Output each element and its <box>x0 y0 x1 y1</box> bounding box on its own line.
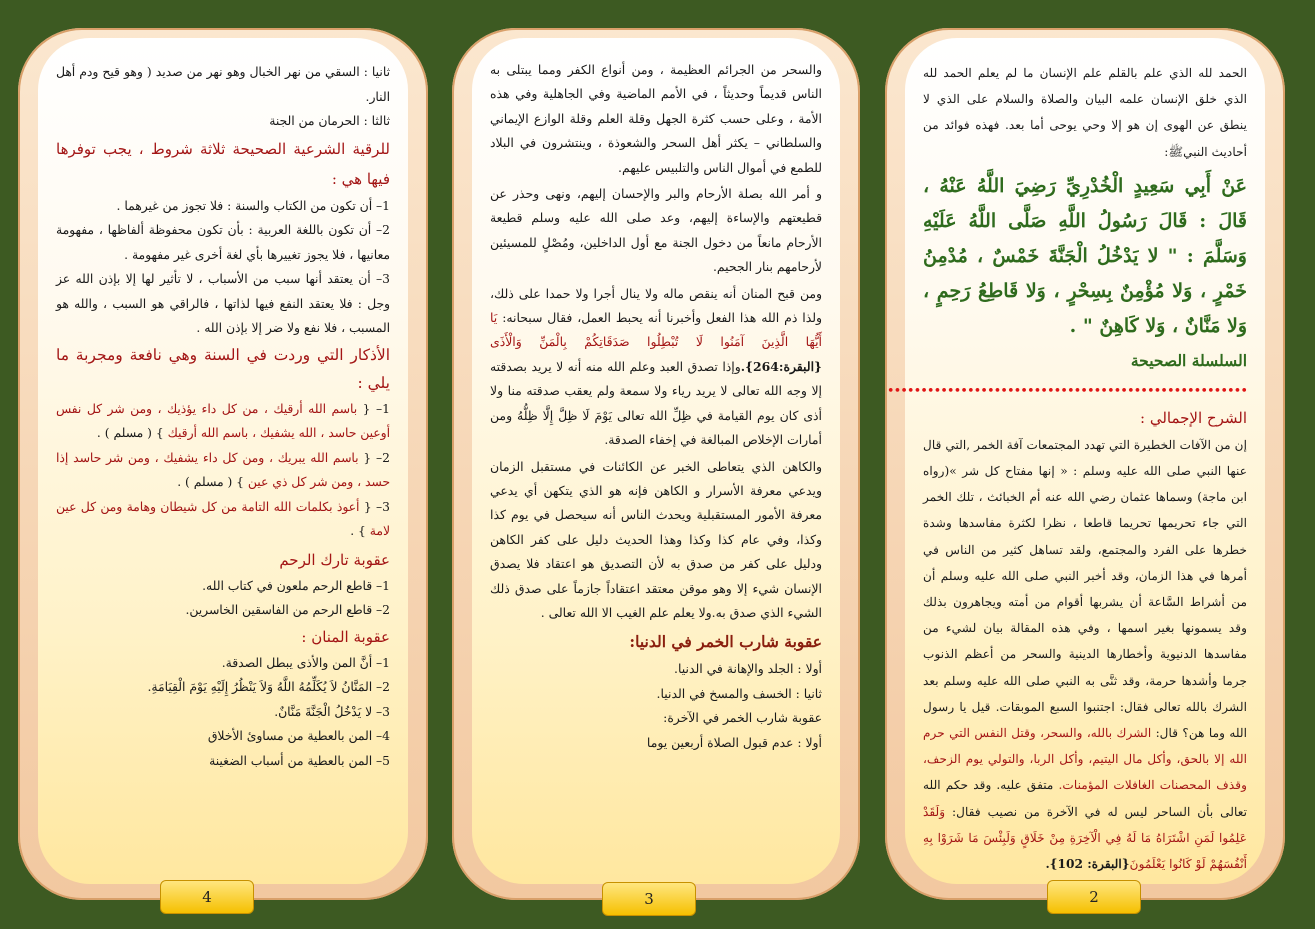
mannan-item: 5– المن بالعطية من أسباب الضغينة <box>209 753 390 768</box>
hadith-text: عَنْ أَبِي سَعِيدٍ الْخُدْرِيِّ رَضِيَ اللَّهُ عَنْهُ ، قَالَ : قَالَ رَسُولُ اللَّهِ صَلَّى اللَّهُ عَلَيْهِ وَسَلَّمَ : " لا يَدْخُلُ الْجَنَّةَ خَمْسٌ ، مُدْمِنُ خَمْرٍ ، وَلا مُؤْمِنٌ بِسِحْرٍ ، وَلا قَاطِعُ رَحِمٍ ، وَلا مَنَّانٌ ، وَلا كَاهِنٌ " . <box>923 174 1247 337</box>
verse-reference-2: {البقرة:264}. <box>740 358 822 374</box>
dhikr-prefix: 1– { <box>362 401 390 416</box>
page-content-2 <box>886 60 1248 872</box>
condition-item: 2– أن تكون باللغة العربية : بأن تكون محفوظة ألفاظها ، مفهومة معانيها ، فلا يجوز تغييرها بأي لغة أخرى غير مفهومة . <box>56 223 390 262</box>
mannan-item: 2– المَنَّانُ لاَ يُكَلِّمُهُ اللَّهُ وَلاَ يَنْظُرُ إِلَيْهِ يَوْمَ الْقِيَامَةِ. <box>147 680 390 694</box>
section-heading-3: عقوبة شارب الخمر في الدنيا: <box>629 632 822 652</box>
dhikr-item <box>56 495 390 544</box>
section-heading-mannan: عقوبة المنان : <box>301 627 390 646</box>
explanation-text: إن من الآفات الخطيرة التي تهدد المجتمعات آفة الخمر ,التي قال عنها النبي صلى الله عليه وسلم : « إنها مفتاح كل شر »(رواه ابن ماجة) وسماها عثمان رضي الله عنه أم الخبائث ، تلك الخمر التي جاء تحريمها تحريما قاطعا ، نظرا لكثرة مفاسدها وشدة خطرها على الفرد والمجتمع، ولقد تساهل كثير من الناس في أمرها في هذا الزمان، وقد أخبر النبي صلى الله عليه وسلم أن من أشراط السَّاعة أن يشربها أقوام من أمته ويجاهرون بذلك وقد يسمونها بغير اسمها ، وفي هذه المقالة بيان لشيء من مفاسدها الدنيوية وأخطارها الدينية والسحر من أعظم الذنوب جرما وأشدها حرمة، وقد ثنَّى به النبي صلى الله عليه وسلم بعد الشرك بالله تعالى فقال: اجتنبوا السبع الموبقات. قيل يا رسول الله وما هن؟ قال: <box>923 437 1248 741</box>
dhikr-item <box>56 397 390 446</box>
condition-item: 1– أن تكون من الكتاب والسنة : فلا تجوز من غيرهما . <box>116 198 390 213</box>
section-heading-rahm: عقوبة تارك الرحم <box>279 550 390 569</box>
paragraph-mann <box>490 282 822 453</box>
text-line: ثالثا : الحرمان من الجنة <box>269 114 390 128</box>
page-panel-2 <box>885 28 1285 906</box>
dhikr-suffix: } . <box>350 524 366 538</box>
text-line: ثانيا : السقي من نهر الخبال وهو نهر من صديد ( وهو قيح ودم أهل النار. <box>56 65 390 104</box>
explanation-paragraph <box>923 432 1247 877</box>
page-number-tab: 4 <box>160 880 254 914</box>
dhikr-prefix: 3– { <box>363 499 390 514</box>
mannan-item: 4– المن بالعطية من مساوئ الأخلاق <box>207 729 390 743</box>
dhikr-text: أعوذ بكلمات الله التامة من كل شيطان وهامة ومن كل عين لامة <box>56 499 390 538</box>
page-number-tab: 3 <box>602 882 696 916</box>
section-heading: الشرح الإجمالي : <box>1140 408 1247 427</box>
dhikr-text: باسم الله يبريك ، ومن كل داء يشفيك ، ومن شر حاسد إذا حسد ، ومن شر كل ذي عين <box>56 450 390 489</box>
page-number-tab: 2 <box>1047 880 1141 914</box>
rahm-item: 2– قاطع الرحم من الفاسقين الخاسرين. <box>185 603 390 617</box>
page-inner-3 <box>472 38 840 884</box>
page-content-3 <box>490 58 822 860</box>
dhikr-prefix: 2– { <box>363 450 390 465</box>
list-item: أولا : عدم قبول الصلاة أربعين يوما <box>646 734 822 750</box>
condition-item: 3– أن يعتقد أنها سبب من الأسباب ، لا تأثير لها إلا بإذن الله عز وجل : فلا يعتقد النفع فيها لذاتها ، فالراقي هو السبب ، والله هو المسبب ، فلا نفع ولا ضر إلا بإذن الله . <box>56 272 390 335</box>
list-item: ثانيا : الخسف والمسخ في الدنيا. <box>656 685 822 701</box>
paragraph-mann-text-2: وإذا تصدق العبد وعلم الله منه أنه لا يريد بصدقته إلا وجه الله تعالى لا يريد رياء ولا سمعة ولم يعقب صدقته منا ولا أذى كان يوم القيامة في ظِلِّ الله تعالى يَوْمَ لَا ظِلَّ إِلَّا ظِلُّهُ ومن أمارات الإخلاص المبالغة في إخفاء الصدقة. <box>490 358 822 448</box>
intro-text: الحمد لله الذي علم بالقلم علم الإنسان ما لم يعلم الحمد لله الذي خلق الإنسان علمه البيان والصلاة والسلام على الذي لا ينطق عن الهوى إن هو إلا وحي يوحى أما بعد. فهذه فوائد من أحاديث النبيﷺ: <box>923 66 1247 159</box>
section-heading-adhkar: الأذكار التي وردت في السنة وهي نافعة ومجربة ما يلي : <box>56 345 390 392</box>
hadith-source: السلسلة الصحيحة <box>1130 350 1247 370</box>
page-inner-4 <box>38 38 408 884</box>
list-item: عقوبة شارب الخمر في الآخرة: <box>663 710 822 726</box>
page-panel-4 <box>18 28 428 906</box>
quran-verse: وَلَقَدْ عَلِمُوا لَمَنِ اشْتَرَاهُ مَا لَهُ فِي الْآخِرَةِ مِنْ خَلَاقٍ وَلَبِئْسَ مَا شَرَوْا بِهِ أَنْفُسَهُمْ لَوْ كَانُوا يَعْلَمُونَ <box>923 804 1247 872</box>
verse-reference: {البقرة: 102}. <box>1045 857 1130 872</box>
dhikr-item <box>56 446 390 495</box>
page-content-4 <box>56 60 390 860</box>
dhikr-text: باسم الله أرقيك ، من كل داء يؤذيك ، ومن شر كل نفس أوعين حاسد ، الله يشفيك ، باسم الله أرقيك <box>56 401 390 440</box>
quran-verse-2: يَا أَيُّهَا الَّذِينَ آمَنُوا لَا تُبْطِلُوا صَدَقَاتِكُمْ بِالْمَنِّ وَالْأَذَى <box>490 310 822 350</box>
page-inner-2 <box>886 38 1265 884</box>
dotted-divider: •••••••••••••••••••••••••••••••••••••••••••••••••••••• <box>886 383 1247 399</box>
mannan-item: 3– لا يَدْخُلُ الْجَنَّةَ مَنَّانٌ. <box>274 704 390 719</box>
mannan-item: 1– أنَّ المن والأذى يبطل الصدقة. <box>221 655 390 670</box>
page-panel-3 <box>452 28 860 908</box>
explanation-text-2: متفق عليه. وقد حكم الله تعالى بأن الساحر ليس له في الآخرة من نصيب فقال: <box>923 778 1247 819</box>
dhikr-suffix: } ( مسلم ) . <box>96 426 164 440</box>
seven-sins-text: الشرك بالله، والسحر، وقتل النفس التي حرم الله إلا بالحق، وأكل مال اليتيم، وأكل الربا، والتولي يوم الزحف، وقذف المحصنات الغافلات المؤمنات. <box>923 726 1247 793</box>
dhikr-suffix: } ( مسلم ) . <box>177 475 244 489</box>
paragraph-sihr: والسحر من الجرائم العظيمة ، ومن أنواع الكفر ومما يبتلى به الناس قديماً وحديثاً ، في الأمم الماضية وفي الجاهلية وفي هذه الأمة ، وعلى حسب كثرة الجهل وقلة العلم وقلة الوازع الإيماني والسلطاني – يكثر أهل السحر والشعوذة ، وينتشرون في البلاد للطمع في أموال الناس والتلبيس عليهم. <box>490 62 822 175</box>
paragraph-mann-text: ومن قبح المنان أنه ينقص ماله ولا ينال أجرا ولا حمدا على ذلك، ولذا ذم الله هذا الفعل وأخبرنا أنه يحبط العمل، فقال سبحانه: <box>490 285 822 326</box>
section-heading-ruqya: للرقية الشرعية الصحيحة ثلاثة شروط ، يجب توفرها فيها هي : <box>56 139 390 188</box>
paragraph-rahm: و أمر الله بصلة الأرحام والبر والإحسان إليهم، ونهى وحذر عن قطيعتهم والإساءة إليهم، وعد صلى الله عليه وسلم قطيعة الأرحام مانعاً من دخول الجنة مع أول الداخلين، ومُصْلٍ للمسيئين لأرحامهم بنار الجحيم. <box>490 186 822 275</box>
paragraph-kahin: والكاهن الذي يتعاطى الخبر عن الكائنات في مستقبل الزمان ويدعي معرفة الأسرار و الكاهن فإنه هو الذي يتكهن أي يدعي معرفة الأمور المستقبلية ويحدث الناس أنه سيحصل في يوم كذا وكذا، وفي عام كذا وكذا وهذا الحديث دليل على كفر الكاهن ودليل على كفر من صدق به لأن التصديق هو اعتقاد فلا يصدق الإنسان شيء إلا وهو موقن معتقد اعتقاداً جازماً على صدق ذلك الشيء الذي صدق به.ولا يعلم علم الغيب الا الله تعالى . <box>490 458 822 620</box>
rahm-item: 1– قاطع الرحم ملعون في كتاب الله. <box>202 578 390 593</box>
list-item: أولا : الجلد والإهانة في الدنيا. <box>674 661 822 677</box>
